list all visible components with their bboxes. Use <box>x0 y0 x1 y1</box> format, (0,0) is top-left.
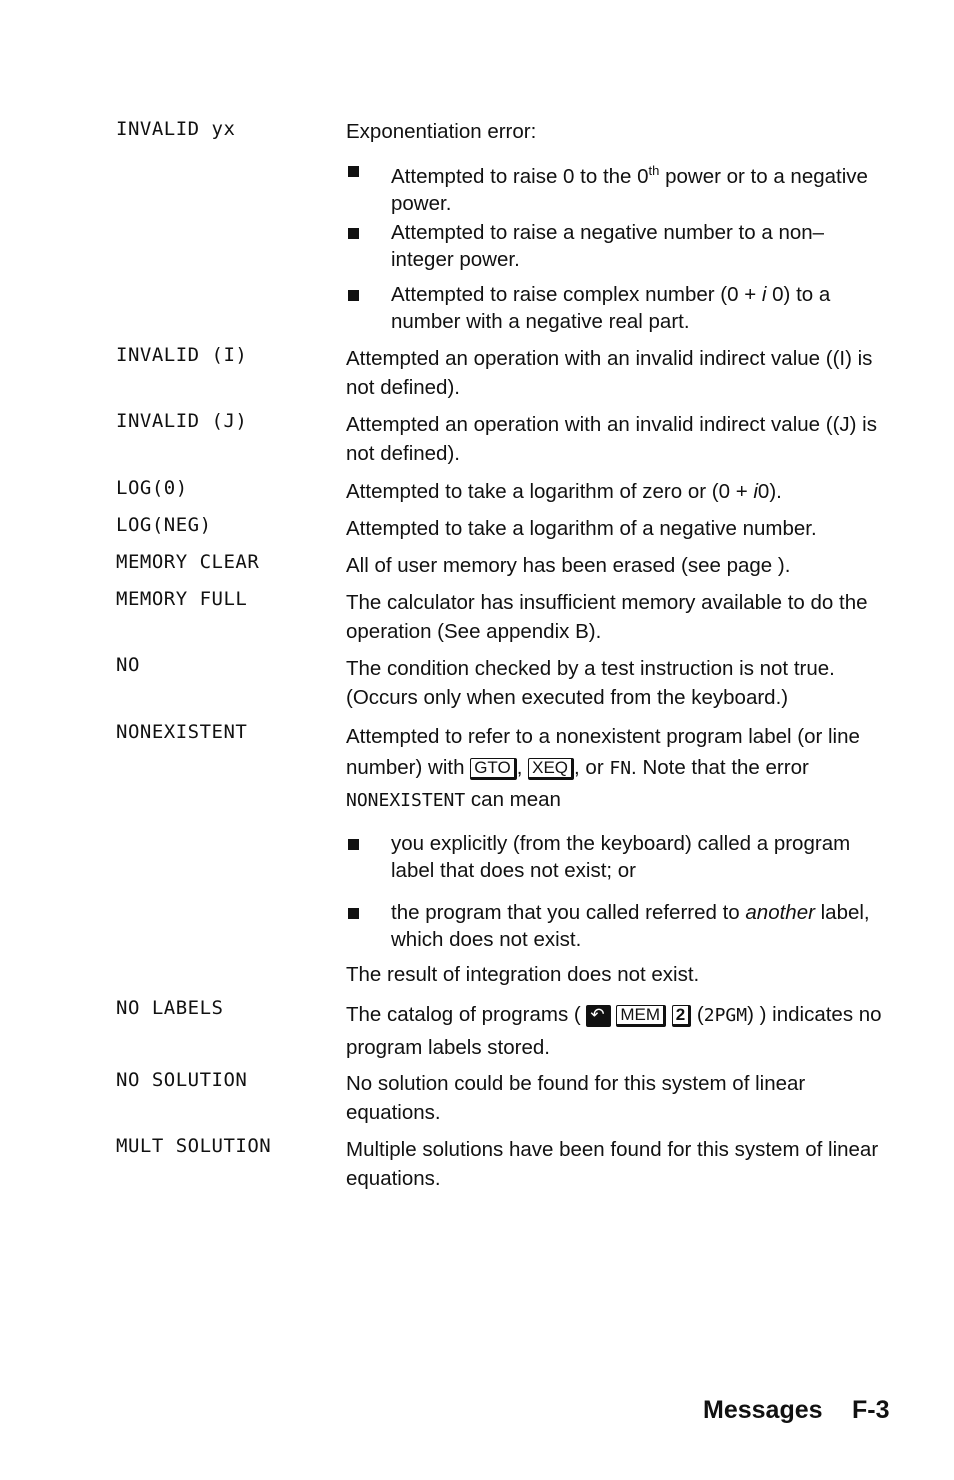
bullet-item <box>346 830 886 884</box>
desc-memory-clear: All of user memory has been erased (see page ). <box>346 554 791 577</box>
bullet-text: Attempted to raise complex number (0 + i 0) to a number with a negative real part. <box>391 283 831 333</box>
desc-no-solution: No solution could be found for this system of linear equations. <box>346 1072 806 1124</box>
message-invalid-j: INVALID (J) <box>116 410 248 432</box>
two-key-icon: 2 <box>672 1005 691 1027</box>
bullet-item <box>346 281 886 335</box>
mem-key-icon: MEM <box>616 1005 666 1027</box>
page-number: F-3 <box>852 1396 890 1424</box>
message-invalid-i: INVALID (I) <box>116 344 248 366</box>
message-memory-full: MEMORY FULL <box>116 588 248 610</box>
message-nonexistent: NONEXISTENT <box>116 721 248 743</box>
message-no: NO <box>116 654 140 676</box>
message-log-neg: LOG(NEG) <box>116 514 212 536</box>
bullet-text: Attempted to raise a negative number to a non–integer power. <box>391 221 825 271</box>
gto-key-icon: GTO <box>470 758 517 780</box>
desc-no: The condition checked by a test instruction is not true. (Occurs only when executed from the keyboard.) <box>346 657 835 709</box>
desc-log-neg: Attempted to take a logarithm of a negative number. <box>346 517 817 540</box>
bullet-text: Attempted to raise 0 to the 0th power or to a negative power. <box>391 163 868 215</box>
desc-memory-full: The calculator has insufficient memory available to do the operation (See appendix B). <box>346 591 868 643</box>
desc-integration: The result of integration does not exist. <box>346 963 700 986</box>
desc-nonexistent: Attempted to refer to a nonexistent program label (or line number) with GTO , XEQ , or FN. Note that the error NONEXISTENT can mean <box>346 725 860 811</box>
desc-invalid-i: Attempted an operation with an invalid indirect value ((I) is not defined). <box>346 347 873 399</box>
bullet-item <box>346 899 886 953</box>
pgm-display-text: 2PGM <box>703 1005 748 1026</box>
bullet-square-icon <box>348 290 359 301</box>
xeq-key-icon: XEQ <box>528 758 574 780</box>
desc-mult-solution: Multiple solutions have been found for this system of linear equations. <box>346 1138 879 1190</box>
shift-key-icon: ↶ <box>586 1005 610 1027</box>
bullet-square-icon <box>348 228 359 239</box>
desc-invalid-j: Attempted an operation with an invalid indirect value ((J) is not defined). <box>346 413 877 465</box>
desc-no-labels: The catalog of programs ( ↶ MEM 2 (2PGM) ) indicates no program labels stored. <box>346 1003 882 1059</box>
bullet-item <box>346 219 886 273</box>
bullet-text: the program that you called referred to another label, which does not exist. <box>391 901 870 951</box>
footer-section-title: Messages <box>703 1396 823 1424</box>
message-no-solution: NO SOLUTION <box>116 1069 248 1091</box>
bullet-square-icon <box>348 839 359 850</box>
nonexistent-display-text: NONEXISTENT <box>346 790 466 811</box>
fn-display-text: FN <box>609 758 632 779</box>
message-memory-clear: MEMORY CLEAR <box>116 551 260 573</box>
desc-invalid-yx: Exponentiation error: <box>346 120 537 143</box>
desc-log-zero: Attempted to take a logarithm of zero or (0 + i0). <box>346 480 782 503</box>
message-invalid-yx: INVALID yx <box>116 118 236 140</box>
message-no-labels: NO LABELS <box>116 997 224 1019</box>
message-mult-solution: MULT SOLUTION <box>116 1135 272 1157</box>
bullet-text: you explicitly (from the keyboard) called a program label that does not exist; or <box>391 832 851 882</box>
bullet-item <box>346 157 886 217</box>
bullet-square-icon <box>348 166 359 177</box>
message-log-zero: LOG(0) <box>116 477 188 499</box>
bullet-square-icon <box>348 908 359 919</box>
